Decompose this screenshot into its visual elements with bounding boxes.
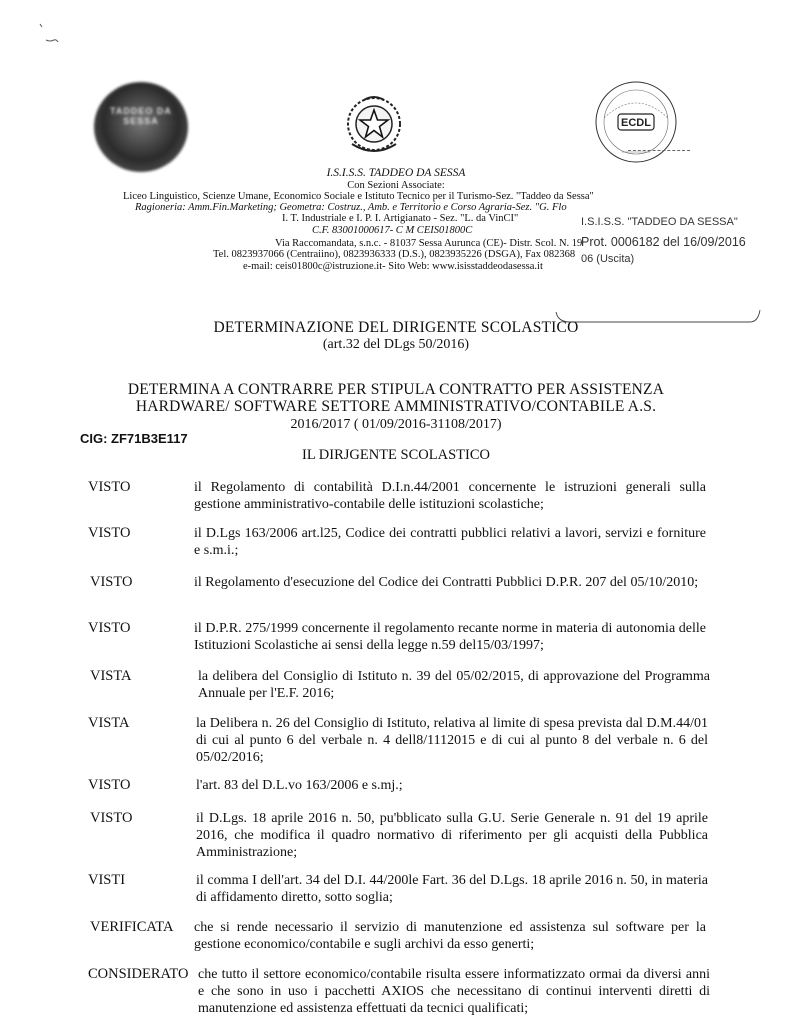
scan-mark: [32, 20, 62, 50]
recital-label: VISTA: [90, 668, 132, 684]
recital-text: il D.Lgs. 18 aprile 2016 n. 50, pu'bblicato sulla G.U. Serie Generale n. 91 del 19 aprile 2016, che modifica il quadro normativo di riferimento per gli acquisti della Pubblica Amministrazione;: [196, 811, 708, 860]
recital-text: la Delibera n. 26 del Consiglio di Istituto, relativa al limite di spesa prevista dal D.M.44/01 di cui al punto 6 del verbale n. 4 dell8/1112015 e di cui al punto 8 del verbale n. 6 del 05/02/2016;: [196, 716, 708, 765]
protocol-school: I.S.I.S.S. "TADDEO DA SESSA": [581, 216, 738, 228]
determinazione-title: DETERMINAZIONE DEL DIRIGENTE SCOLASTICO: [213, 319, 579, 336]
recital-label: VISTO: [90, 810, 133, 826]
signature-scribble: [628, 150, 690, 153]
svg-text:ECDL: ECDL: [621, 117, 651, 129]
recital-text: la delibera del Consiglio di Istituto n. 39 del 05/02/2015, di approvazione del Programma Annuale per l'E.F. 2016;: [198, 669, 710, 701]
recital-label: VISTA: [88, 715, 130, 731]
recital-label: VISTO: [88, 777, 131, 793]
header-itipsia: I. T. Industriale e I. P. I. Artigianato - Sez. "L. da VinCI": [282, 213, 519, 224]
header-email: e-mail: ceis01800c@istruzione.it- Sito Web: www.isisstaddeodasessa.it: [243, 261, 543, 272]
recital-text: l'art. 83 del D.L.vo 163/2006 e s.mj.;: [196, 778, 403, 793]
recital-label: VISTO: [88, 620, 131, 636]
cig-code: CIG: ZF71B3E117: [80, 431, 188, 446]
dirigente-heading: IL DIRJGENTE SCOLASTICO: [302, 447, 490, 463]
recital-label: VERIFICATA: [90, 919, 174, 935]
protocol-direction: 06 (Uscita): [581, 253, 635, 265]
sections-label: Con Sezioni Associate:: [347, 180, 445, 191]
header-cf: C.F. 83001000617- C M CEIS01800C: [312, 225, 473, 236]
recital-text: che si rende necessario il servizio di manutenzione ed assistenza sul software per la gestione economico/contabile e sugli archivi da esso generti;: [194, 920, 706, 952]
determina-line-2: HARDWARE/ SOFTWARE SETTORE AMMINISTRATIVO/CONTABILE A.S.: [135, 398, 657, 415]
recital-label: CONSIDERATO: [88, 966, 189, 982]
school-seal-logo: TADDEO DA SESSA: [94, 82, 188, 172]
determinazione-subtitle: (art.32 del DLgs 50/2016): [322, 337, 470, 352]
protocol-number: Prot. 0006182 del 16/09/2016: [581, 235, 746, 249]
italian-republic-emblem-icon: [344, 94, 404, 156]
recital-label: VISTO: [90, 574, 133, 590]
recital-label: VISTO: [88, 525, 131, 541]
recital-text: il Regolamento di contabilità D.I.n.44/2001 concernente le istruzioni generali sulla gestione amministrativo-contabile delle istituzioni scolastiche;: [194, 480, 706, 512]
determina-line-3: 2016/2017 ( 01/09/2016-31108/2017): [290, 417, 502, 432]
recital-text: il D.Lgs 163/2006 art.l25, Codice dei contratti pubblici relativi a lavori, servizi e forniture e s.m.i.;: [194, 526, 706, 558]
recital-label: VISTI: [88, 872, 126, 888]
header-address: Via Raccomandata, s.n.c. - 81037 Sessa Aurunca (CE)- Distr. Scol. N. 19: [275, 238, 583, 249]
determina-line-1: DETERMINA A CONTRARRE PER STIPULA CONTRATTO PER ASSISTENZA: [127, 381, 665, 398]
recital-label: VISTO: [88, 479, 131, 495]
header-phone: Tel. 0823937066 (Centraiino), 0823936333 (D.S.), 0823935226 (DSGA), Fax 082368: [213, 249, 576, 260]
recital-text: il D.P.R. 275/1999 concernente il regolamento recante norme in materia di autonomia delle Istituzioni Scolastiche ai sensi della legge n.59 del15/03/1997;: [194, 621, 706, 653]
school-name: I.S.I.S.S. TADDEO DA SESSA: [326, 167, 466, 179]
recital-text: che tutto il settore economico/contabile risulta essere informatizzato ormai da diversi anni e che sono in uso i pacchetti AXIOS che necessitano di continui interventi diretti di manutenzione ed assistenza effettuati da tecnici qualificati;: [198, 967, 710, 1016]
header-licei: Liceo Linguistico, Scienze Umane, Economico Sociale e Istituto Tecnico per il Turismo-Sez. "Taddeo da Sessa": [123, 191, 594, 202]
recital-text: il comma I dell'art. 34 del D.I. 44/200le Fart. 36 del D.Lgs. 18 aprile 2016 n. 50, in materia di affidamento diretto, sotto soglia;: [196, 873, 708, 905]
header-ragioneria: Ragioneria: Amm.Fin.Marketing; Geometra: Costruz., Amb. e Territorio e Corso Agraria-Sez. "G. Flo: [135, 202, 567, 213]
recital-text: il Regolamento d'esecuzione del Codice dei Contratti Pubblici D.P.R. 207 del 05/10/2010;: [194, 575, 699, 590]
